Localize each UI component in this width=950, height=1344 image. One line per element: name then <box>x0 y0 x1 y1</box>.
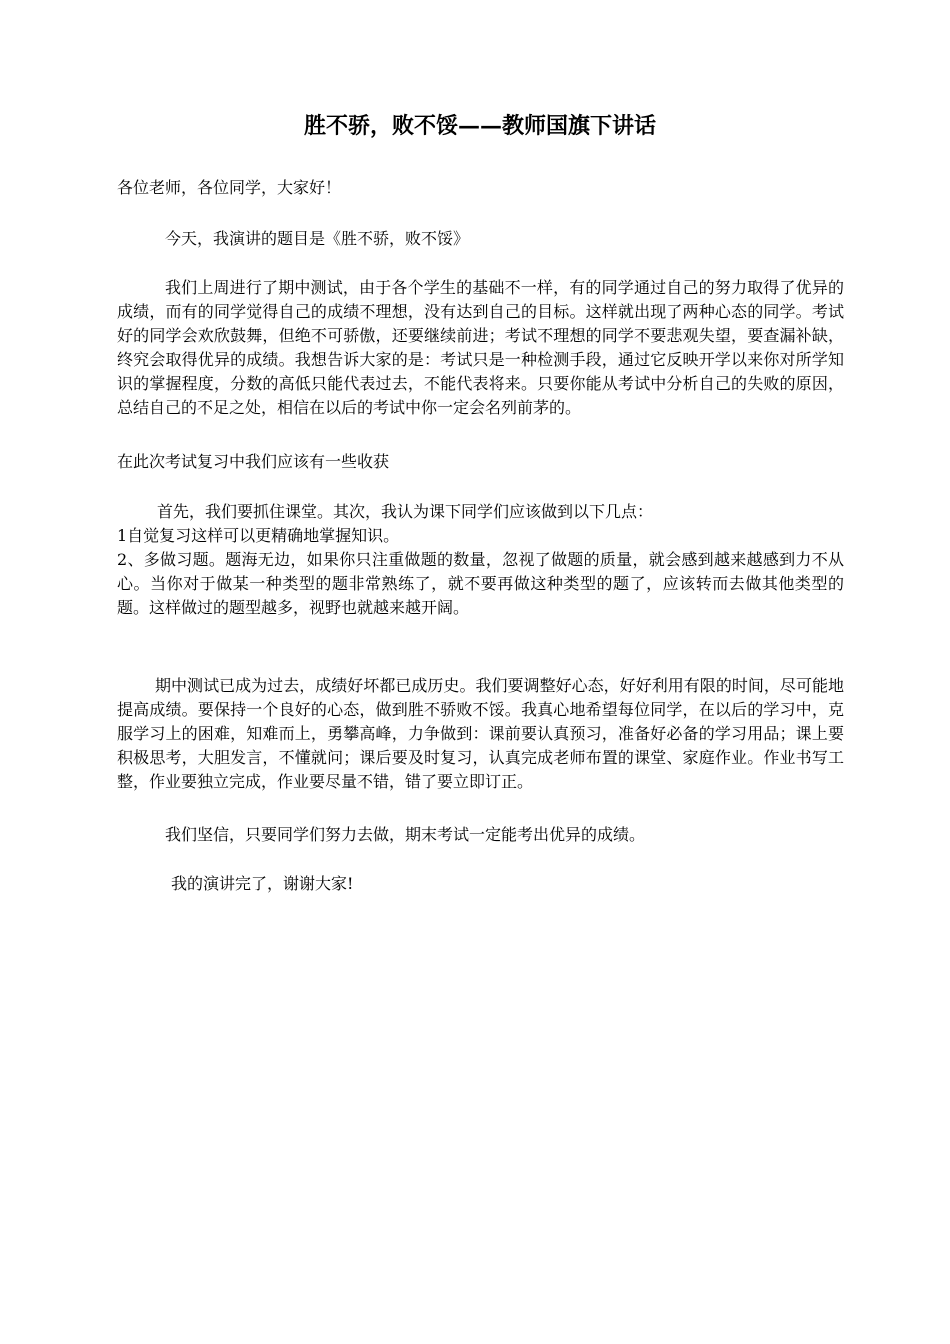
body-paragraph-2: 首先，我们要抓住课堂。其次，我认为课下同学们应该做到以下几点： <box>157 502 654 521</box>
document-title: 胜不骄，败不馁——教师国旗下讲话 <box>303 113 656 139</box>
list-item-2: 2、多做习题。题海无边，如果你只注重做题的数量，忽视了做题的质量，就会感到越来越感到力不从心。当你对于做某一种类型的题非常熟练了，就不要再做这种类型的题了，应该转而去做其他类型的题。这样做过的题型越多，视野也就越来越开阔。 <box>117 550 844 617</box>
greeting: 各位老师，各位同学，大家好！ <box>117 178 342 197</box>
body-paragraph-4: 我们坚信，只要同学们努力去做，期末考试一定能考出优异的成绩。 <box>165 825 646 844</box>
body-paragraph-1: 我们上周进行了期中测试，由于各个学生的基础不一样，有的同学通过自己的努力取得了优异的成绩，而有的同学觉得自己的成绩不理想，没有达到自己的目标。这样就出现了两种心态的同学。考试好的同学会欢欣鼓舞，但绝不可骄傲，还要继续前进；考试不理想的同学不要悲观失望，要查漏补缺，终究会取得优异的成绩。我想告诉大家的是：考试只是一种检测手段，通过它反映开学以来你对所学知识的掌握程度，分数的高低只能代表过去，不能代表将来。只要你能从考试中分析自己的失败的原因，总结自己的不足之处，相信在以后的考试中你一定会名列前茅的。 <box>117 278 844 417</box>
body-paragraph-1-tail: 在此次考试复习中我们应该有一些收获 <box>117 452 390 471</box>
intro-paragraph: 今天，我演讲的题目是《胜不骄，败不馁》 <box>165 229 470 248</box>
closing-line: 我的演讲完了，谢谢大家! <box>171 874 354 893</box>
body-paragraph-3: 期中测试已成为过去，成绩好坏都已成历史。我们要调整好心态，好好利用有限的时间，尽可能地提高成绩。要保持一个良好的心态，做到胜不骄败不馁。我真心地希望每位同学，在以后的学习中，克服学习上的困难，知难而上，勇攀高峰，力争做到：课前要认真预习，准备好必备的学习用品；课上要积极思考，大胆发言，不懂就问；课后要及时复习，认真完成老师布置的课堂、家庭作业。作业书写工整，作业要独立完成，作业要尽量不错，错了要立即订正。 <box>117 676 844 791</box>
list-item-1: 1自觉复习这样可以更精确地掌握知识。 <box>117 526 400 545</box>
